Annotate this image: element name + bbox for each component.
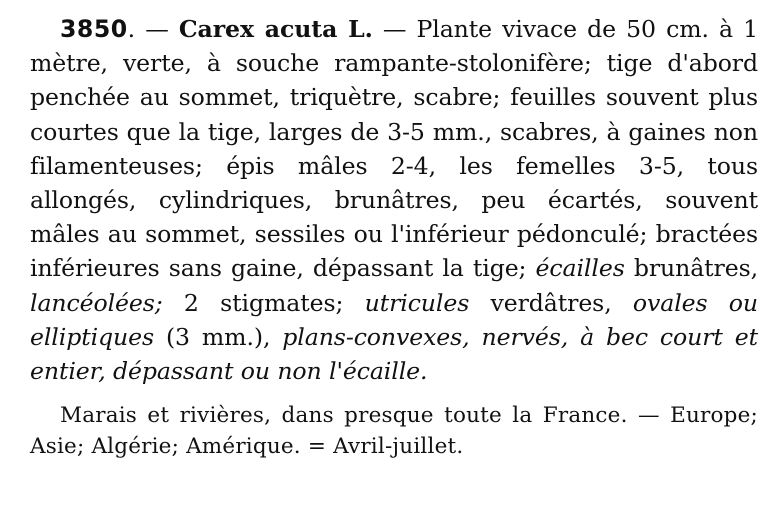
habitat-distribution <box>30 400 758 462</box>
emphasis-lanceolees: lancéolées; <box>30 288 163 317</box>
habitat-text: Marais et rivières, dans presque toute la France. — Europe; Asie; Algérie; Amérique. = Avril-juillet. <box>30 403 758 460</box>
separator: — <box>372 15 417 43</box>
emphasis-ovales: ovales ou elliptiques <box>30 288 758 351</box>
description-text: Plante vivace de 50 cm. à 1 mètre, verte, à souche rampante-stolonifère; tige d'abord penchée au sommet, triquètre, scabre; feuilles souvent plus courtes que la tige, larges de 3-5 mm., scabres, à gaines non filamenteuses; épis mâles 2-4, les femelles 3-5, tous allongés, cylindriques, brunâtres, peu écartés, souvent mâles au sommet, sessiles ou l'inférieur pédonculé; bractées inférieures sans gaine, dépassant la tige; <box>30 15 759 283</box>
separator: . — <box>127 15 179 43</box>
description-text: verdâtres, <box>469 288 633 317</box>
species-description <box>30 12 758 388</box>
description-text: brunâtres, <box>624 254 758 283</box>
entry-number: 3850 <box>60 15 128 43</box>
emphasis-ecailles: écailles <box>535 254 625 283</box>
description-text: (3 mm.), <box>154 322 283 351</box>
emphasis-utricules: utricules <box>364 288 470 317</box>
emphasis-plans: plans-convexes, nervés, à bec court et entier, dépassant ou non l'écaille. <box>30 322 758 386</box>
description-text: 2 stigmates; <box>162 288 365 317</box>
species-name: Carex acuta L. <box>178 15 373 43</box>
flora-entry <box>30 12 758 462</box>
